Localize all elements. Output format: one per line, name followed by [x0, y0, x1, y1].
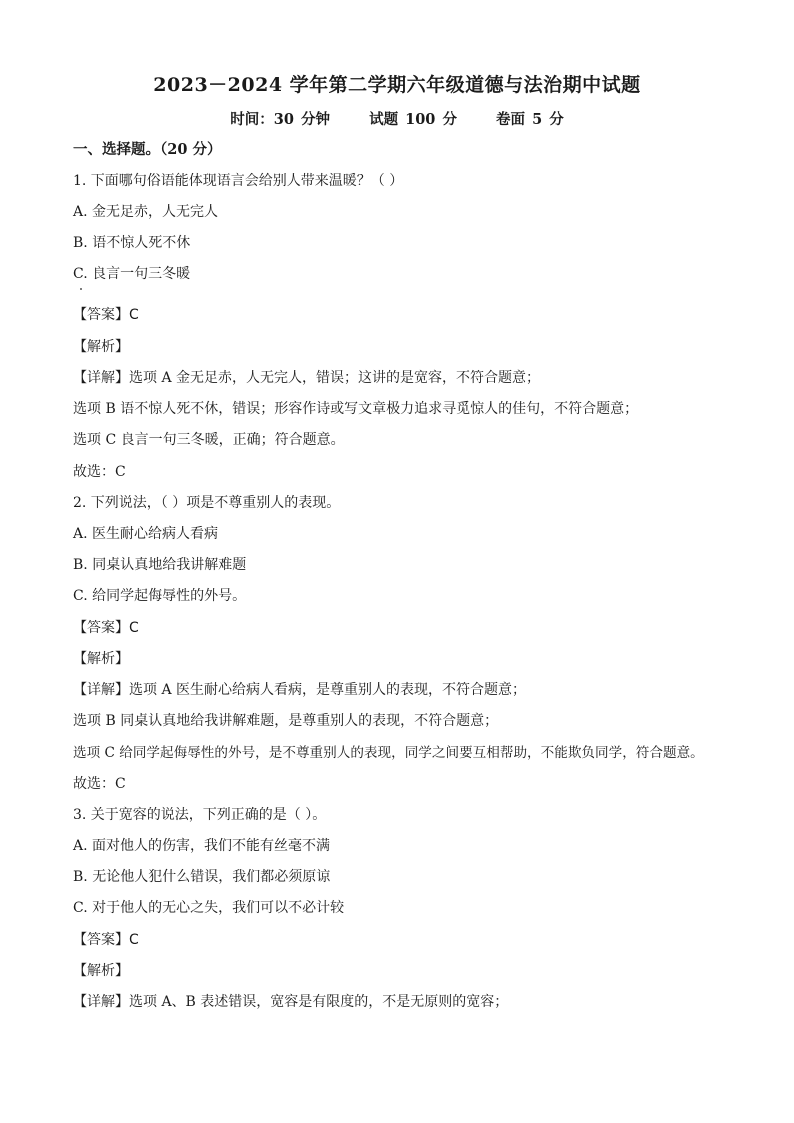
question-2-answer: 【答案】C: [73, 620, 139, 636]
question-3-option-a: A. 面对他人的伤害，我们不能有丝毫不满: [73, 838, 331, 854]
question-2-option-a: A. 医生耐心给病人看病: [73, 526, 219, 542]
question-2-option-b: B. 同桌认真地给我讲解难题: [73, 557, 247, 573]
question-1-option-a: A. 金无足赤，人无完人: [73, 204, 219, 220]
exam-time: 时间：30 分钟: [230, 111, 331, 128]
page-title: 2023－2024 学年第二学期六年级道德与法治期中试题: [153, 74, 641, 96]
question-1-analysis-label: 【解析】: [73, 339, 129, 355]
question-1-option-c: C. 良言一句三冬暖: [73, 266, 191, 282]
question-1-conclusion: 故选：C: [73, 464, 126, 480]
question-3-answer: 【答案】C: [73, 932, 139, 948]
question-2-conclusion: 故选：C: [73, 776, 126, 792]
question-3-option-b: B. 无论他人犯什么错误，我们都必须原谅: [73, 869, 331, 885]
question-3-option-c: C. 对于他人的无心之失，我们可以不必计较: [73, 900, 345, 916]
question-1-option-b: B. 语不惊人死不休: [73, 235, 191, 251]
question-1-stem: 1. 下面哪句俗语能体现语言会给别人带来温暖？（ ）: [73, 173, 404, 189]
question-1-detail-2: 选项 B 语不惊人死不休，错误；形容作诗或写文章极力追求寻觅惊人的佳句，不符合题意；: [73, 401, 639, 417]
question-1-detail-1: 【详解】选项 A 金无足赤，人无完人，错误；这讲的是宽容，不符合题意；: [73, 370, 541, 386]
question-1-answer: 【答案】C: [73, 307, 139, 323]
question-3-detail-1: 【详解】选项 A、B 表述错误，宽容是有限度的，不是无原则的宽容；: [73, 994, 509, 1010]
question-2-detail-3: 选项 C 给同学起侮辱性的外号，是不尊重别人的表现，同学之间要互相帮助，不能欺负同学，符合题意。: [73, 745, 704, 761]
question-2-option-c: C. 给同学起侮辱性的外号。: [73, 588, 247, 604]
question-2-analysis-label: 【解析】: [73, 651, 129, 667]
exam-score: 试题 100 分: [369, 111, 457, 128]
stray-dot: [80, 288, 82, 290]
exam-info: [0, 108, 794, 129]
question-2-detail-1: 【详解】选项 A 医生耐心给病人看病，是尊重别人的表现，不符合题意；: [73, 682, 527, 698]
question-2-stem: 2. 下列说法，（ ）项是不尊重别人的表现。: [73, 495, 341, 511]
question-3-stem: 3. 关于宽容的说法，下列正确的是（ ）。: [73, 807, 327, 823]
question-2-detail-2: 选项 B 同桌认真地给我讲解难题，是尊重别人的表现，不符合题意；: [73, 713, 499, 729]
section-heading: 一、选择题。（20 分）: [73, 141, 222, 158]
question-1-detail-3: 选项 C 良言一句三冬暖，正确；符合题意。: [73, 432, 345, 448]
exam-paper-score: 卷面 5 分: [496, 111, 564, 128]
question-3-analysis-label: 【解析】: [73, 963, 129, 979]
